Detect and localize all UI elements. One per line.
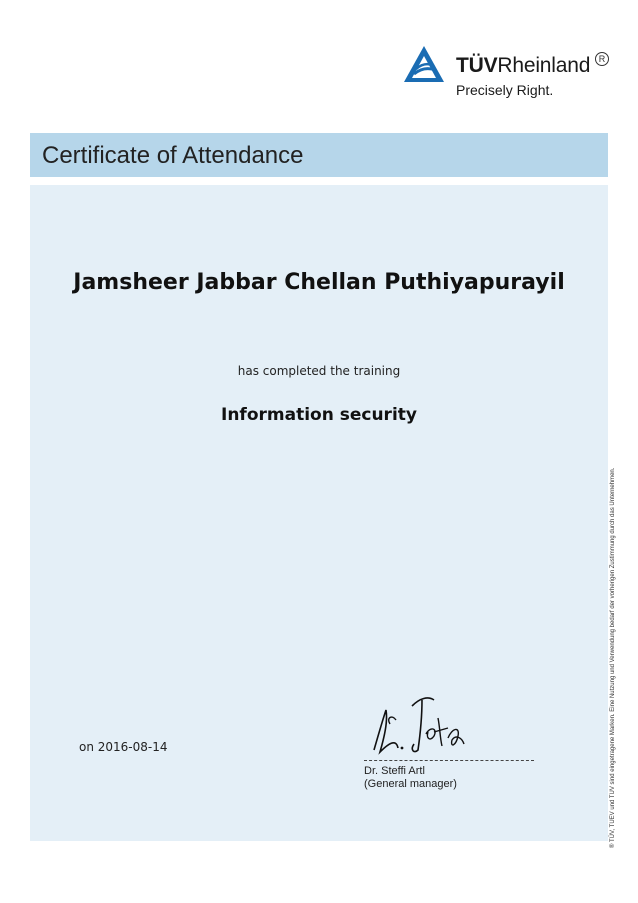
brand-name bbox=[456, 54, 590, 78]
tuv-rheinland-logo bbox=[402, 44, 612, 104]
brand-tagline: Precisely Right. bbox=[456, 82, 554, 98]
tuv-triangle-icon bbox=[402, 44, 446, 84]
signer-role: (General manager) bbox=[364, 778, 457, 790]
handwritten-signature bbox=[368, 688, 468, 760]
registered-mark: R bbox=[595, 52, 609, 66]
signature-line bbox=[364, 760, 534, 761]
recipient-name: Jamsheer Jabbar Chellan Puthiyapurayil bbox=[73, 270, 565, 295]
brand-bold: TÜV bbox=[456, 54, 498, 77]
brand-regular: Rheinland bbox=[497, 54, 591, 77]
completion-date: on 2016-08-14 bbox=[79, 740, 168, 754]
title-band bbox=[30, 133, 608, 177]
signer-name: Dr. Steffi Artl bbox=[364, 765, 425, 777]
training-name: Information security bbox=[221, 405, 417, 425]
trademark-notice: ® TÜV, TUEV und TUV sind eingetragene Marken. Eine Nutzung und Verwendung bedarf der vorherigen Zustimmung durch das Unternehmen. bbox=[610, 467, 616, 848]
completed-text: has completed the training bbox=[237, 364, 401, 378]
certificate-title: Certificate of Attendance bbox=[42, 142, 304, 169]
